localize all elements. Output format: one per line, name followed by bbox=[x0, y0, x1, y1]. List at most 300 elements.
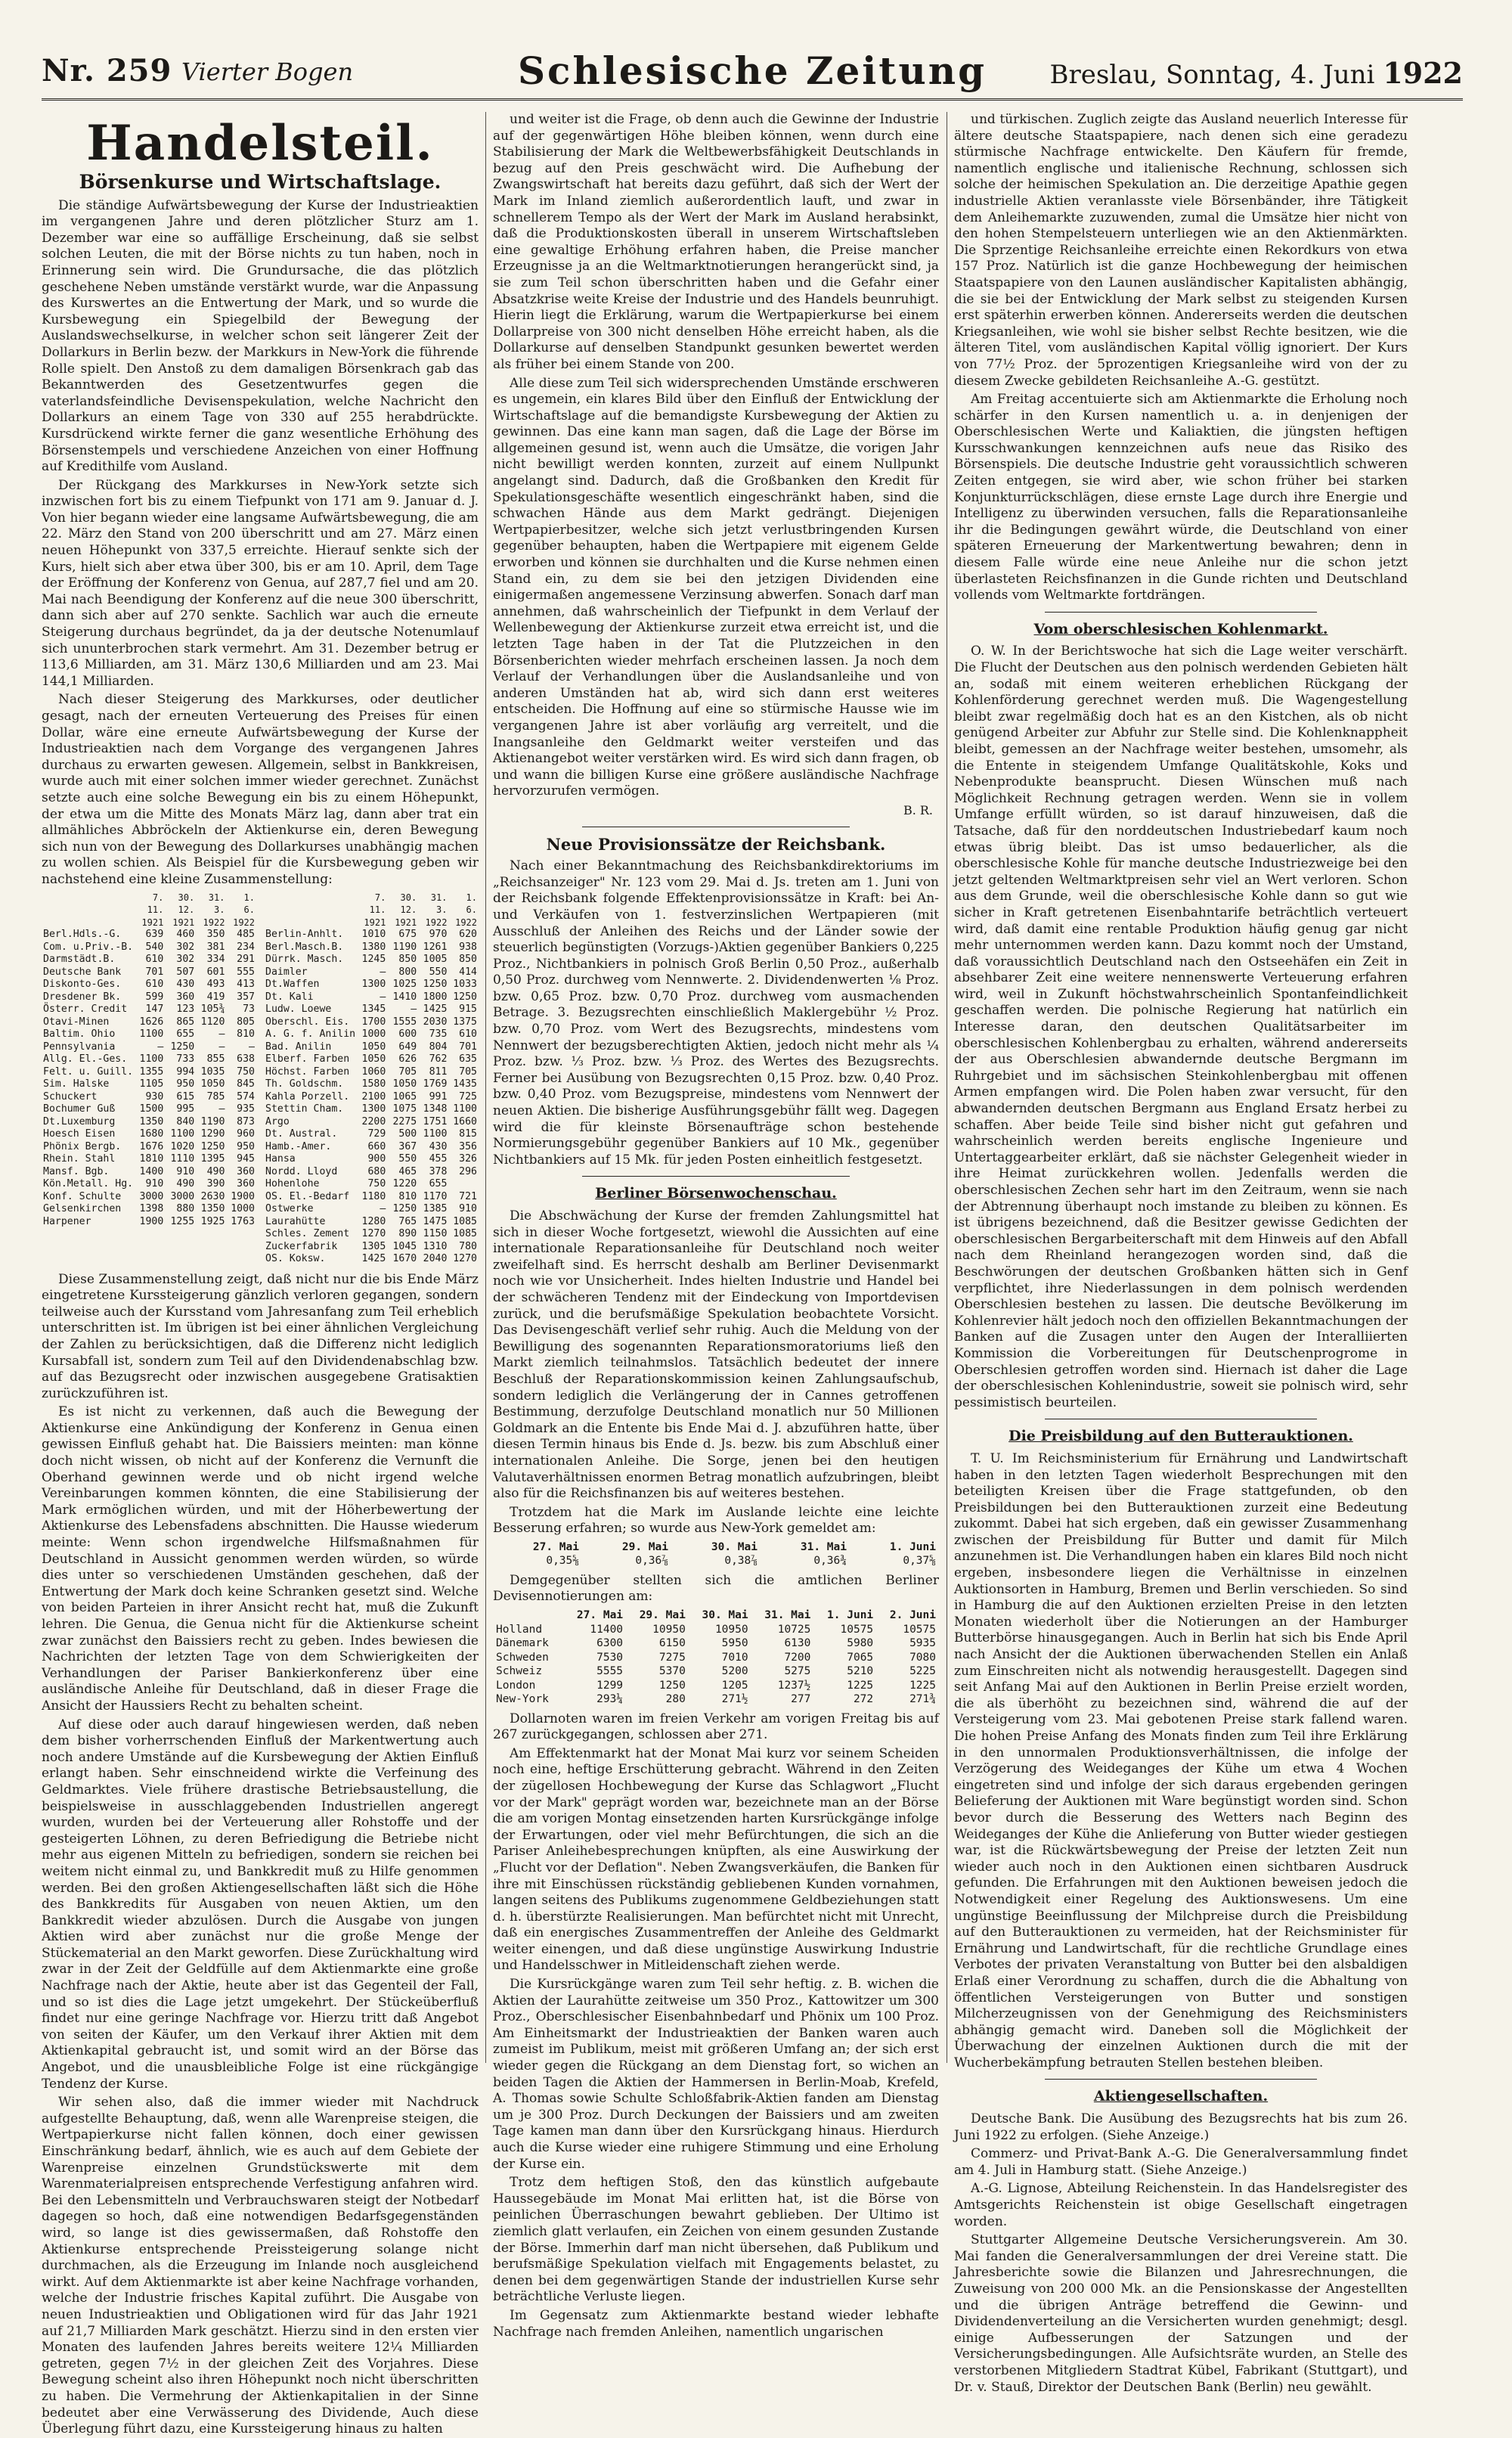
row-label: London bbox=[496, 1679, 536, 1692]
table-cell: 805 bbox=[237, 1016, 255, 1028]
table-row bbox=[42, 1078, 256, 1091]
table-cell: 635 bbox=[459, 1053, 477, 1065]
table-row bbox=[264, 1003, 479, 1016]
table-cell: — bbox=[157, 1041, 164, 1053]
stock-col-header: 31. 3. 1922 bbox=[425, 892, 448, 928]
table-cell: 1355 bbox=[139, 1065, 164, 1078]
table-cell: 735 bbox=[429, 1028, 448, 1041]
table-cell: 356 bbox=[459, 1140, 477, 1152]
table-cell: 1000 bbox=[361, 1028, 386, 1041]
row-label: Pennsylvania bbox=[43, 1041, 116, 1053]
table-cell: 680 bbox=[367, 1165, 386, 1177]
column-rule bbox=[485, 112, 486, 2063]
table-cell: 0,38⅞ bbox=[724, 1555, 758, 1568]
table-cell: 1676 bbox=[139, 1140, 164, 1152]
article-body bbox=[493, 1711, 939, 2341]
table-row bbox=[264, 991, 479, 1004]
row-label: Com. u.Priv.-B. bbox=[43, 941, 134, 953]
divider bbox=[1045, 612, 1317, 613]
table-cell: 357 bbox=[237, 991, 255, 1003]
table-cell: 991 bbox=[429, 1090, 448, 1103]
table-cell: 5200 bbox=[721, 1665, 748, 1678]
table-row bbox=[264, 1028, 479, 1041]
paragraph: und türkischen. Zuglich zeigte das Ausland neuerlich Interesse für ältere deutsche Staatspapiere, nach denen sich eine geradezu stürmische Nachfrage entwickelte. Den Käufern für fremde, namentlich englische und italienische Rechnung, schlossen sich solche der heimischen Spekulation an. Die derzeitige Apathie gegen industrielle Aktien veranlasste viele Börsenbänder, ihre Tätigkeit dem Anleihemarkte zuzuwenden, zumal die Umsätze hier nicht von den hohen Stempelsteuern unterliegen wie an den Aktienmärkten. Die Sprzentige Reichsanleihe erreichte einen Rekordkurs von etwa 157 Proz. Natürlich ist die ganze Hochbewegung der heimischen Staatspapiere von den Launen ausländischer Kapitalisten abhängig, die sie bei der Entwicklung der Mark selbst zu steigenden Kursen erst späterhin erwerben können. Andererseits werden die deutschen Kriegsanleihen, wie wohl sie bisher selbst Rechte besitzen, wie die älteren Titel, vom ausländischen Kapital völlig ignoriert. Der Kurs von 77½ Proz. der 5prozentigen Kriegsanleihe wird von der zu diesem Zwecke gebildeten Reichsanleihe A.-G. gestützt. bbox=[954, 112, 1408, 389]
table-cell: 1395 bbox=[200, 1153, 225, 1165]
table-row bbox=[493, 1554, 939, 1568]
row-label: Otavi-Minen bbox=[43, 1016, 110, 1028]
table-cell: 0,35⅝ bbox=[546, 1555, 579, 1568]
table-cell: 1025 bbox=[392, 979, 417, 991]
table-cell: 804 bbox=[429, 1041, 448, 1053]
row-label: New-York bbox=[496, 1693, 549, 1706]
row-label: Bad. Anilin bbox=[265, 1041, 332, 1053]
table-cell: 507 bbox=[176, 966, 195, 978]
table-row bbox=[42, 1103, 256, 1116]
table-cell: 1050 bbox=[200, 1078, 225, 1090]
table-cell: 1400 bbox=[139, 1165, 164, 1177]
paragraph: Die Abschwächung der Kurse der fremden Zahlungsmittel hat sich in dieser Woche fortgesetzt, wiewohl die Aussichten auf eine internationale Reparationsanleihe für Deutschland noch weiter zweifelhaft sind. Es herrscht deshalb am Berliner Devisenmarkt noch wie vor Unsicherheit. Indes hielten Industrie und Handel bei der schwächeren Tendenz mit der Eindeckung von Importdevisen zurück, und die berufsmäßige Spekulation beobachtete Vorsicht. Das Devisengeschäft verlief sehr ruhig. Auch die Meldung von der Bewilligung des sogenannten Reparationsmoratoriums ließ den Markt ziemlich teilnahmslos. Tatsächlich bedeutet der innere Beschluß der Reparationskommission keinen Zahlungsaufschub, sondern lediglich die Verlängerung der in Cannes getroffenen Bestimmung, derzufolge Deutschland monatlich nur 50 Millionen Goldmark an die Entente bis Ende Mai d. J. abzuführen hatte, über diesen Termin hinaus bis Ende d. Js. bezw. bis zum Abschluß einer internationalen Anleihe. Die Sorge, jenen bei den heutigen Valutaverhältnissen enormen Betrag monatlich aufzubringen, bleibt also für die Reichsfinanzen bis auf weiteres bestehen. bbox=[493, 1208, 939, 1502]
table-cell: 1050 bbox=[392, 1078, 417, 1090]
row-label: Argo bbox=[265, 1115, 290, 1127]
paragraph: Stuttgarter Allgemeine Deutsche Versicherungsverein. Am 30. Mai fanden die Generalversammlungen der drei Vereine statt. Die Jahresberichte sowie die Bilanzen und Jahresrechnungen, die Zuweisung von 200 000 Mk. an die Pensionskasse der Angestellten und die übrigen Anträge betreffend die Gewinn- und Dividendenverteilung an die Versicherten wurden genehmigt; desgl. einige Aufbesserungen der Satzungen und der Versicherungsbedingungen. Alle Aufsichtsräte wurden, an Stelle des verstorbenen Mitgliedern Stadtrat Kübel, Fabrikant (Stuttgart), und Dr. v. Stauß, Direktor der Deutschen Bank (Berlin) neu gewählt. bbox=[954, 2232, 1408, 2395]
table-cell: 5555 bbox=[596, 1665, 624, 1678]
table-cell: 1425 bbox=[423, 1003, 448, 1016]
table-cell: 0,37⅝ bbox=[903, 1555, 936, 1568]
table-cell: 721 bbox=[459, 1190, 477, 1202]
article-headline: Die Preisbildung auf den Butterauktionen. bbox=[1009, 1428, 1353, 1445]
table-cell: 785 bbox=[206, 1090, 225, 1103]
row-label: Dt. Austral. bbox=[265, 1128, 338, 1140]
table-cell: 73 bbox=[243, 1003, 255, 1016]
table-cell: — bbox=[380, 991, 386, 1003]
table-row bbox=[264, 929, 479, 941]
row-label: Dürrk. Masch. bbox=[265, 954, 344, 966]
table-row bbox=[42, 1003, 256, 1016]
paragraph: Im Gegensatz zum Aktienmarkte bestand wieder lebhafte Nachfrage nach fremden Anleihen, namentlich ungarischen bbox=[493, 2307, 939, 2340]
table-cell: 655 bbox=[176, 1028, 195, 1041]
table-cell: 610 bbox=[145, 979, 164, 991]
table-row bbox=[493, 1679, 939, 1693]
row-label: A. G. f. Anilin bbox=[265, 1028, 356, 1041]
paragraph: und weiter ist die Frage, ob denn auch die Gewinne der Industrie auf der gegenwärtigen Höhe bleiben können, wenn durch eine Stabilisierung der Mark die Weltbewerbsfähigkeit Deutschlands in bezug auf den Preis geschwächt wird. Die Aufhebung der Zwangswirtschaft hat bereits dazu geführt, daß sich der Wert der Mark im Inland ziemlich außerordentlich lauft, und zwar in schnellerem Tempo als der Wert der Mark im Ausland herabsinkt, daß die Produktionskosten überall in unserem Wirtschaftsleben eine gewaltige Erhöhung erfahren haben, die Preise mancher Erzeugnisse ja an die Weltmarktnotierungen herangerückt sind, ja sie zum Teil schon überschritten haben und die Gefahr einer Absatzkrise weite Kreise der Industrie und des Handels beunruhigt. Hierin liegt die Erklärung, warum die Wertpapierkurse bei einem Dollarpreise von 300 nicht denselben Höhe erreicht haben, als die Dollarkurse auf denselben Standpunkt gesunken bewertet werden als früher bei einem Stande von 200. bbox=[493, 112, 939, 372]
table-cell: 5210 bbox=[847, 1665, 874, 1678]
table-row bbox=[42, 1203, 256, 1216]
table-cell: 995 bbox=[176, 1103, 195, 1115]
stock-price-tables bbox=[42, 892, 479, 1266]
table-cell: 234 bbox=[237, 941, 255, 953]
table-cell: 430 bbox=[176, 979, 195, 991]
table-cell: 10575 bbox=[840, 1623, 874, 1636]
table-cell: 1150 bbox=[423, 1228, 448, 1240]
table-col-header: 2. Juni bbox=[889, 1609, 936, 1622]
row-label: Dt.Luxemburg bbox=[43, 1115, 116, 1127]
table-cell: 750 bbox=[367, 1178, 386, 1190]
table-cell: 7200 bbox=[784, 1651, 811, 1664]
table-cell: 845 bbox=[237, 1078, 255, 1090]
row-label: Berlin-Anhlt. bbox=[265, 929, 344, 941]
row-label: Kön.Metall. Hg. bbox=[43, 1178, 134, 1190]
table-cell: 6300 bbox=[596, 1637, 624, 1650]
table-col-header: 31. Mai bbox=[764, 1609, 811, 1622]
divider bbox=[582, 1176, 850, 1177]
column-1 bbox=[42, 112, 479, 2437]
table-cell: 1475 bbox=[423, 1215, 448, 1227]
table-cell: 1250 bbox=[658, 1679, 686, 1692]
table-cell: 2040 bbox=[423, 1253, 448, 1265]
table-cell: 381 bbox=[206, 941, 225, 953]
table-cell: 1670 bbox=[392, 1253, 417, 1265]
table-cell: 1250 bbox=[453, 991, 477, 1003]
row-label: Ludw. Loewe bbox=[265, 1003, 332, 1016]
table-cell: 1060 bbox=[361, 1065, 386, 1078]
table-cell: 1345 bbox=[361, 1003, 386, 1016]
table-cell: 1065 bbox=[392, 1090, 417, 1103]
table-row bbox=[493, 1651, 939, 1665]
paragraph: O. W. In der Berichtswoche hat sich die Lage weiter verschärft. Die Flucht der Deutschen aus den polnisch werdenden Gebieten hält an, sodaß mit einem weiteren erheblichen Rückgang der Kohlenförderung gerechnet werden muß. Die Wagengestellung bleibt zwar regelmäßig doch hat es an den Kistchen, als ob nicht genügend Arbeiter zur Abfuhr zur Stelle sind. Die Kohlenknappheit bleibt, gemessen an der Nachfrage weiter bestehen, umsomehr, als die Entente in steigendem Umfange Qualitätskohle, Koks und Nebenprodukte beansprucht. Diesen Wünschen muß nach Möglichkeit Rechnung getragen werden. Wenn sie in vollem Umfange erfüllt würden, so ist darauf hinzuweisen, daß die Tatsache, daß für den norddeutschen Industriebedarf kaum noch etwas übrig bleibt. Das ist umso bedauerlicher, als die oberschlesische Kohle für manche deutsche Industriezweige bei den jetzt geltenden Weltmarktpreisen sehr viel an Wert verloren. Schon aus dem Grunde, weil die oberschlesische Kohle dann so gut wie sicher in Kraft getretenen Eisenbahntarife beträchtlich verteuert wird, daß damit eine rentable Produktion häufig genug gar nicht mehr unternommen werden kann. Dazu kommt noch der Umstand, daß voraussichtlich Deutschland nach den Ostseehäfen ein Zeit in absehbarer Zeit eine weitere nennenswerte Verteuerung erfahren wird, weil in Zukunft höchstwahrscheinlich Spontanfeindlichkeit geschaffen werden. Die polnische Regierung hat natürlich ein Interesse daran, den deutschen Qualitätsarbeiter im oberschlesischen Kohlenbergbau zu erhalten, während andererseits der aus Oberschlesien abwandernde deutsche Bergmann im Ruhrgebiet und im sächsischen Steinkohlenbergbau mit offenen Armen empfangen wird. Die Polen haben zwar versucht, für den abwandernden deutschen Bergmann aus England Ersatz herbei zu schaffen. Aber beide Teile sind bisher nicht gut gefahren und wahrscheinlich werden bereits englische Ingenieure und Untertaggearbeiter erklärt, daß sie nächster Gelegenheit wieder in ihre Heimat zurückkehren wollen. Jedenfalls werden die oberschlesischen Zechen sehr hart im den Zeitraum, wenn sie nach der Abtrennung überhaupt noch imstande zu bleiben zu können. Es ist übrigens bezeichnend, daß die Besitzer gewisse Gedichten der oberschlesischen Bergarbeiterschaft mit dem Hinweis auf den Abfall nach dem Rheinland herangezogen worden sind, daß die Beschwörungen der deutschen Großbanken hätten sich in Genf verpflichtet, ihre Niederlassungen in dem polnisch werdenden Oberschlesien bestehen zu lassen. Die deutsche Bevölkerung im Kohlenrevier hält jedoch noch den offiziellen Bekanntmachungen der Banken auf die Zusagen unter den Augen der Interalliierten Kommission die Vorbereitungen für Deutschenprogrome in Oberschlesien getroffen worden sind. Hiernach ist daher die Lage der oberschlesischen Kohlenindustrie, soweit sie polnisch wird, sehr pessimistisch beurteilen. bbox=[954, 644, 1408, 1410]
table-cell: 725 bbox=[459, 1090, 477, 1103]
table-row bbox=[493, 1692, 939, 1707]
table-row bbox=[264, 1153, 479, 1166]
table-cell: 1100 bbox=[139, 1053, 164, 1065]
table-cell: 272 bbox=[853, 1693, 874, 1706]
table-cell: 701 bbox=[459, 1041, 477, 1053]
table-cell: 915 bbox=[459, 1003, 477, 1016]
table-row bbox=[42, 1016, 256, 1029]
table-cell: 1680 bbox=[139, 1128, 164, 1140]
table-cell: 649 bbox=[398, 1041, 417, 1053]
article-body bbox=[42, 1272, 479, 2438]
table-cell: 1398 bbox=[139, 1203, 164, 1215]
table-cell: 1075 bbox=[392, 1103, 417, 1115]
table-cell: 1763 bbox=[231, 1215, 255, 1227]
table-cell: 1085 bbox=[453, 1228, 477, 1240]
row-label: Harpener bbox=[43, 1215, 91, 1227]
stock-table-header bbox=[264, 892, 479, 929]
table-cell: 610 bbox=[459, 1028, 477, 1041]
table-cell: 639 bbox=[145, 929, 164, 941]
paragraph: Commerz- und Privat-Bank A.-G. Die Generalversammlung findet am 4. Juli in Hamburg statt. (Siehe Anzeige.) bbox=[954, 2146, 1408, 2178]
table-cell: 1105 bbox=[139, 1078, 164, 1090]
article-body bbox=[493, 112, 939, 800]
table-cell: 1250 bbox=[200, 1140, 225, 1152]
row-label: Sim. Halske bbox=[43, 1078, 110, 1090]
table-cell: 2200 bbox=[361, 1115, 386, 1127]
table-cell: 620 bbox=[459, 929, 477, 941]
stock-col-header: 1. 6. 1922 bbox=[233, 892, 255, 928]
article-body bbox=[954, 112, 1408, 604]
table-row bbox=[42, 1216, 256, 1229]
table-col-header: 31. Mai bbox=[800, 1540, 847, 1553]
table-cell: 850 bbox=[398, 954, 417, 966]
table-cell: 705 bbox=[398, 1065, 417, 1078]
table-row bbox=[264, 1191, 479, 1204]
table-cell: 1425 bbox=[361, 1253, 386, 1265]
table-cell: 660 bbox=[367, 1140, 386, 1152]
table-cell: 600 bbox=[398, 1028, 417, 1041]
row-label: Ostwerke bbox=[265, 1203, 314, 1215]
article-headline: Neue Provisionssätze der Reichsbank. bbox=[546, 834, 886, 854]
newspaper-title: Schlesische Zeitung bbox=[517, 48, 987, 93]
row-label: Berl.Hdls.-G. bbox=[43, 929, 122, 941]
article-body bbox=[493, 1208, 939, 1537]
paragraph: Trotz dem heftigen Stoß, den das künstlich aufgebaute Haussegebäude im Monat Mai erlitten hat, ist die Börse von peinlichen Überraschungen bewahrt geblieben. Der Ultimo ist ziemlich glatt verlaufen, ein Zeichen von einem gesunden Zustande der Börse. Immerhin darf man nicht übersehen, daß Publikum und berufsmäßige Spekulation vielfach mit Engagements belastet, zu denen bei dem gegenwärtigen Stande der industriellen Kurse sehr beträchtliche Verluste liegen. bbox=[493, 2175, 939, 2305]
table-cell: 7275 bbox=[658, 1651, 686, 1664]
article-body bbox=[954, 1451, 1408, 2072]
issue-date bbox=[1050, 56, 1463, 90]
divider bbox=[1045, 2079, 1317, 2080]
berlin-fx-table bbox=[493, 1608, 939, 1707]
table-row bbox=[42, 1053, 256, 1066]
table-row bbox=[264, 1241, 479, 1254]
table-cell: 302 bbox=[176, 941, 195, 953]
row-label: Felt. u. Guill. bbox=[43, 1065, 134, 1078]
table-cell: 1925 bbox=[200, 1215, 225, 1227]
table-cell: 10575 bbox=[903, 1623, 936, 1636]
table-cell: 555 bbox=[237, 966, 255, 978]
table-cell: 1100 bbox=[170, 1128, 195, 1140]
table-cell: 493 bbox=[206, 979, 225, 991]
paragraph: Trotzdem hat die Mark im Auslande leichte eine leichte Besserung erfahren; so wurde aus New-York gemeldet am: bbox=[493, 1504, 939, 1537]
table-cell: — bbox=[218, 1103, 225, 1115]
section-title: Handelsteil. bbox=[86, 115, 434, 172]
table-cell: 105¾ bbox=[200, 1003, 225, 1016]
table-cell: 413 bbox=[237, 979, 255, 991]
table-row bbox=[42, 966, 256, 979]
table-cell: 1900 bbox=[139, 1215, 164, 1227]
table-cell: 360 bbox=[237, 1178, 255, 1190]
paragraph: Dollarnoten waren im freien Verkehr am vorigen Freitag bis auf 267 zurückgegangen, schlossen aber 271. bbox=[493, 1711, 939, 1743]
paragraph: Der Rückgang des Markkurses in New-York setzte sich inzwischen fort bis zu einem Tiefpunkt von 171 am 9. Januar d. J. Von hier begann wieder eine langsame Aufwärtsbewegung, die am 22. März den Stand von 200 überschritt und am 27. März einen neuen Höhepunkt von 337,5 erreichte. Hierauf senkte sich der Kurs, hielt sich aber etwa über 300, bis er am 10. April, dem Tage der Eröffnung der Konferenz von Genua, auf 287,7 fiel und am 20. Mai nach Beendigung der Konferenz auf die neue 300 überschritt, dann sich aber auf 270 senkte. Sachlich war auch die erneute Steigerung durchaus begründet, da ja der deutsche Notenumlauf sich ununterbrochen stark vermehrt. Am 31. Dezember betrug er 113,6 Milliarden, am 31. März 130,6 Milliarden und am 23. Mai 144,1 Milliarden. bbox=[42, 477, 479, 689]
table-cell: 1005 bbox=[423, 954, 448, 966]
column-2 bbox=[493, 112, 939, 2340]
table-row bbox=[42, 1116, 256, 1129]
table-cell: 1100 bbox=[423, 1128, 448, 1140]
table-cell: 574 bbox=[237, 1090, 255, 1103]
table-cell: 1000 bbox=[231, 1203, 255, 1215]
paragraph: Diese Zusammenstellung zeigt, daß nicht nur die bis Ende März eingetretene Kurssteigerung gänzlich verloren gegangen, sondern teilweise auch der Kursstand vom Jahresanfang zum Teil erheblich unterschritten ist. Im übrigen ist bei einer ähnlichen Vergleichung der Zahlen zu berücksichtigen, daß die Differenz nicht lediglich Kursabfall ist, sondern zum Teil auf den Dividendenabschlag bzw. auf das Bezugsrecht oder inzwischen ausgegebene Gratisaktien zurückzuführen ist. bbox=[42, 1271, 479, 1401]
table-cell: 1100 bbox=[453, 1103, 477, 1115]
table-cell: 1250 bbox=[392, 1203, 417, 1215]
stock-table-header bbox=[42, 892, 256, 929]
masthead bbox=[42, 45, 1463, 101]
table-cell: 1255 bbox=[170, 1215, 195, 1227]
table-cell: 1205 bbox=[721, 1679, 748, 1692]
table-col-header: 29. Mai bbox=[621, 1540, 668, 1553]
table-cell: 5980 bbox=[847, 1637, 874, 1650]
table-cell: 950 bbox=[176, 1078, 195, 1090]
row-label: Nordd. Lloyd bbox=[265, 1165, 338, 1177]
table-cell: 935 bbox=[237, 1103, 255, 1115]
row-label: Phönix Bergb. bbox=[43, 1140, 122, 1152]
row-label: Allg. El.-Ges. bbox=[43, 1053, 128, 1065]
row-label: Elberf. Farben bbox=[265, 1053, 350, 1065]
table-row bbox=[42, 929, 256, 941]
table-cell: 810 bbox=[398, 1190, 417, 1202]
table-row bbox=[42, 1066, 256, 1079]
article-headline: Berliner Börsenwochenschau. bbox=[595, 1185, 837, 1202]
table-row bbox=[264, 1016, 479, 1029]
table-row bbox=[493, 1664, 939, 1679]
table-cell: 945 bbox=[237, 1153, 255, 1165]
row-label: Schles. Zement bbox=[265, 1228, 350, 1240]
table-cell: — bbox=[380, 1203, 386, 1215]
row-label: Schweiz bbox=[496, 1665, 543, 1678]
table-cell: 1270 bbox=[453, 1253, 477, 1265]
table-cell: 729 bbox=[367, 1128, 386, 1140]
paragraph: Nach einer Bekanntmachung des Reichsbankdirektoriums im „Reichsanzeiger" Nr. 123 vom 29. Mai d. Js. treten am 1. Juni von der Reichsbank folgende Effektenprovisionssätze in Kraft: bei An- und Verkäufen von 1. festverzinslichen Wertpapieren (mit Ausschluß der Anleihen des Reichs und der Länder sowie der steuerlich begünstigten (Vorzugs-)Aktien gegenüber Bankiers 0,225 Proz., Nichtbankiers in polnisch Groß Berlin 0,50 Proz., außerhalb 0,50 Proz. durchweg vom Nennwerte. 2. Dividendenwerten ⅛ Proz. bzw. 0,65 Proz. bzw. 0,70 Proz. durchweg vom ausmachenden Betrage. 3. Bezugsrechten einschließlich Maklergebühr ½ Proz. bzw. 0,70 Proz. vom Wert des Bezugsrechts, mindestens vom Nennwert der bezugsberechtigten Aktien, jedoch nicht mehr als ¼ Proz. bzw. ⅓ Proz. bzw. ⅓ Proz. des Wertes des Bezugsrechts. Ferner bei Ausübung von Bezugsrechten 0,15 Proz. bzw. 0,40 Proz. bzw. 0,40 Proz. vom Bezugspreise, mindestens vom Nennwert der neuen Aktien. Die bisherige Ausführungsgebühr fällt weg. Dagegen wird die für kleinste Börsenaufträge schon bestehende Normierungsgebühr gegenüber Bankiers auf 10 Mk., gegenüber Nichtbankiers auf 15 Mk. für jeden Posten einheitlich festgesetzt. bbox=[493, 858, 939, 1168]
table-header-row bbox=[493, 1540, 939, 1555]
table-cell: 5275 bbox=[784, 1665, 811, 1678]
table-cell: 271½ bbox=[721, 1693, 748, 1706]
paragraph: Die Kursrückgänge waren zum Teil sehr heftig. z. B. wichen die Aktien der Laurahütte zeitweise um 350 Proz., Kattowitzer um 300 Proz., Oberschlesischer Eisenbahnbedarf und Phönix um 100 Proz. Am Einheitsmarkt der Industrieaktien der Banken waren auch zumeist im Publikum, meist mit größeren Umfang an; der sich erst wieder gegen die Rückgang an dem Dienstag fort, so wichen an beiden Tagen die Aktien der Hammersen in Berlin-Moab, Krefeld, A. Thomas sowie Schulte Schloßfabrik-Aktien fanden am Dienstag um je 300 Proz. Durch Deckungen der Baissiers und am zweiten Tage kamen man dann über den Kursrückgang hinaus. Hierdurch auch die Kurse wieder eine ruhigere Stimmung und eine Erholung der Kurse ein. bbox=[493, 1977, 939, 2172]
table-cell: 810 bbox=[237, 1028, 255, 1041]
table-cell: 11400 bbox=[590, 1623, 624, 1636]
table-cell: 419 bbox=[206, 991, 225, 1003]
table-cell: 3000 bbox=[170, 1190, 195, 1202]
table-cell: 5950 bbox=[721, 1637, 748, 1650]
row-label: Dänemark bbox=[496, 1637, 549, 1650]
table-cell: 1280 bbox=[361, 1215, 386, 1227]
table-cell: 326 bbox=[459, 1153, 477, 1165]
table-cell: 800 bbox=[398, 966, 417, 978]
stock-col-header: 7. 11. 1921 bbox=[364, 892, 386, 928]
row-label: Diskonto-Ges. bbox=[43, 979, 122, 991]
table-cell: 3000 bbox=[139, 1190, 164, 1202]
table-cell: 10725 bbox=[777, 1623, 811, 1636]
table-row bbox=[42, 1091, 256, 1104]
table-cell: 599 bbox=[145, 991, 164, 1003]
table-cell: 550 bbox=[398, 1153, 417, 1165]
table-row bbox=[493, 1636, 939, 1651]
table-cell: 334 bbox=[206, 954, 225, 966]
table-cell: 1348 bbox=[423, 1103, 448, 1115]
table-cell: 455 bbox=[429, 1153, 448, 1165]
table-cell: 6150 bbox=[658, 1637, 686, 1650]
table-cell: 5935 bbox=[909, 1637, 936, 1650]
table-cell: 1375 bbox=[453, 1016, 477, 1028]
issue-number: Nr. 259 bbox=[42, 53, 172, 88]
sheet-label: Vierter Bogen bbox=[181, 57, 354, 86]
article-headline: Vom oberschlesischen Kohlenmarkt. bbox=[1033, 620, 1328, 637]
table-cell: 811 bbox=[429, 1065, 448, 1078]
paragraph: Am Effektenmarkt hat der Monat Mai kurz vor seinem Scheiden noch eine, heftige Erschütterung gebracht. Während in den Zeiten der zügellosen Hochbewegung der Kurse das Schlagwort „Flucht vor der Mark" geprägt worden war, bezeichnete man an der Börse die am vorigen Montag einsetzenden harten Kursrückgänge infolge der Erwartungen, oder viel mehr Befürchtungen, die sich an die Pariser Anleihebesprechungen knüpften, als eine Auswirkung der „Flucht vor der Deflation". Neben Zwangsverkäufen, die Banken für ihre mit Einschüssen rückständig gebliebenen Kunden vornahmen, langen seitens des Publikums zugenommene Geldbeziehungen statt d. h. überstürzte Realisierungen. Man befürchtet nicht mit Unrecht, daß ein energisches Zusammentreffen der Anleihe des Geldmarkt weiter einengen, und daß diese ungünstige Auswirkung Industrie und Handelsschwer in Mitleidenschaft ziehen werde. bbox=[493, 1745, 939, 1974]
table-row bbox=[264, 1166, 479, 1179]
table-cell: 465 bbox=[398, 1165, 417, 1177]
table-cell: 7010 bbox=[721, 1651, 748, 1664]
article-body bbox=[954, 2111, 1408, 2396]
table-cell: 1299 bbox=[596, 1679, 624, 1692]
table-cell: 293¼ bbox=[596, 1693, 624, 1706]
table-cell: 733 bbox=[176, 1053, 195, 1065]
table-cell: 950 bbox=[237, 1140, 255, 1152]
table-cell: 1385 bbox=[423, 1203, 448, 1215]
article-headline: Aktiengesellschaften. bbox=[1093, 2088, 1269, 2105]
table-cell: 765 bbox=[398, 1215, 417, 1227]
table-cell: 1190 bbox=[392, 941, 417, 953]
table-row bbox=[264, 941, 479, 954]
table-cell: 880 bbox=[176, 1203, 195, 1215]
table-cell: — bbox=[249, 1041, 255, 1053]
table-cell: 0,36¾ bbox=[813, 1555, 847, 1568]
article-body bbox=[42, 198, 479, 889]
row-label: Berl.Masch.B. bbox=[265, 941, 344, 953]
table-cell: 1190 bbox=[200, 1115, 225, 1127]
table-row bbox=[42, 991, 256, 1004]
row-label: Darmstädt.B. bbox=[43, 954, 116, 966]
table-col-header: 30. Mai bbox=[711, 1540, 758, 1553]
row-label: Zuckerfabrik bbox=[265, 1240, 338, 1252]
table-cell: 815 bbox=[459, 1128, 477, 1140]
table-cell: 1100 bbox=[139, 1028, 164, 1041]
table-row bbox=[42, 954, 256, 966]
table-row bbox=[264, 966, 479, 979]
row-label: Laurahütte bbox=[265, 1215, 326, 1227]
row-label: Kahla Porzell. bbox=[265, 1090, 350, 1103]
table-row bbox=[264, 1091, 479, 1104]
table-cell: 900 bbox=[367, 1153, 386, 1165]
table-cell: 2630 bbox=[200, 1190, 225, 1202]
table-row bbox=[264, 1216, 479, 1229]
table-cell: 1435 bbox=[453, 1078, 477, 1090]
table-cell: 855 bbox=[206, 1053, 225, 1065]
table-cell: — bbox=[218, 1041, 225, 1053]
row-label: Holland bbox=[496, 1623, 543, 1636]
table-row bbox=[42, 1141, 256, 1154]
table-cell: 1237½ bbox=[777, 1679, 811, 1692]
table-cell: 123 bbox=[176, 1003, 195, 1016]
table-row bbox=[42, 941, 256, 954]
row-label: Baltim. Ohio bbox=[43, 1028, 116, 1041]
table-cell: 601 bbox=[206, 966, 225, 978]
table-cell: 960 bbox=[237, 1128, 255, 1140]
table-cell: 10950 bbox=[714, 1623, 748, 1636]
table-cell: 2275 bbox=[392, 1115, 417, 1127]
table-col-header: 29. Mai bbox=[639, 1609, 686, 1622]
table-cell: — bbox=[380, 966, 386, 978]
table-row bbox=[42, 1128, 256, 1141]
table-cell: 1220 bbox=[392, 1178, 417, 1190]
table-cell: 1380 bbox=[361, 941, 386, 953]
table-cell: 5225 bbox=[909, 1665, 936, 1678]
table-cell: 1020 bbox=[170, 1140, 195, 1152]
table-col-header bbox=[493, 1608, 563, 1623]
table-row bbox=[42, 1041, 256, 1054]
table-row bbox=[264, 1053, 479, 1066]
table-col-header: 30. Mai bbox=[702, 1609, 748, 1622]
table-cell: 840 bbox=[176, 1115, 195, 1127]
table-row bbox=[264, 1228, 479, 1241]
row-label: Bochumer Guß bbox=[43, 1103, 116, 1115]
row-label: Schweden bbox=[496, 1651, 549, 1664]
table-cell: 910 bbox=[459, 1203, 477, 1215]
table-cell: 865 bbox=[176, 1016, 195, 1028]
table-cell: 277 bbox=[791, 1693, 811, 1706]
table-cell: 1225 bbox=[909, 1679, 936, 1692]
table-cell: 1261 bbox=[423, 941, 448, 953]
stock-col-header: 30. 12. 1921 bbox=[172, 892, 195, 928]
table-cell: 1660 bbox=[453, 1115, 477, 1127]
table-col-header: 1. Juni bbox=[889, 1540, 936, 1553]
table-cell: 460 bbox=[176, 929, 195, 941]
table-cell: 360 bbox=[237, 1165, 255, 1177]
table-cell: 2030 bbox=[423, 1016, 448, 1028]
table-cell: 1410 bbox=[392, 991, 417, 1003]
paragraph: Es ist nicht zu verkennen, daß auch die Bewegung der Aktienkurse eine Ankündigung der Konferenz in Genua einen gewissen Einfluß gehabt hat. Die Baissiers meinten: man könne doch nicht wissen, ob nicht auf der Konferenz die Vernunft die Oberhand gewinnen werde und ob nicht irgend welche Vereinbarungen kommen könnten, die eine Stabilisierung der Mark ermöglichen würden, und mit der Höherbewertung der Aktienkurse des Lebensfadens abschnitten. Die Hausse wiederum meinte: Wenn schon irgendwelche Hilfsmaßnahmen für Deutschland in Aussicht genommen werden würden, so würde dies unter so verschiedenen Umständen geschehen, daß der Entwertung der Mark doch keine Schranken gesetzt sind. Welche von beiden Parteien in ihrer Ansicht recht hat, muß die Zukunft lehren. Die Genua, die Genua nicht für die Aktienkurse scheint zwar zunächst den Baissiers recht zu geben. Indes bewiesen die Nachrichten der letzten Tage von dem Schwierigkeiten der Verhandlungen der Pariser Bankierkonferenz über eine ausländische Anleihe für Deutschland, daß in dieser Frage die Ansicht der Haussiers Recht zu behalten scheint. bbox=[42, 1404, 479, 1714]
table-cell: 540 bbox=[145, 941, 164, 953]
table-row bbox=[42, 979, 256, 991]
table-cell: 2100 bbox=[361, 1090, 386, 1103]
table-cell: 1225 bbox=[847, 1679, 874, 1692]
